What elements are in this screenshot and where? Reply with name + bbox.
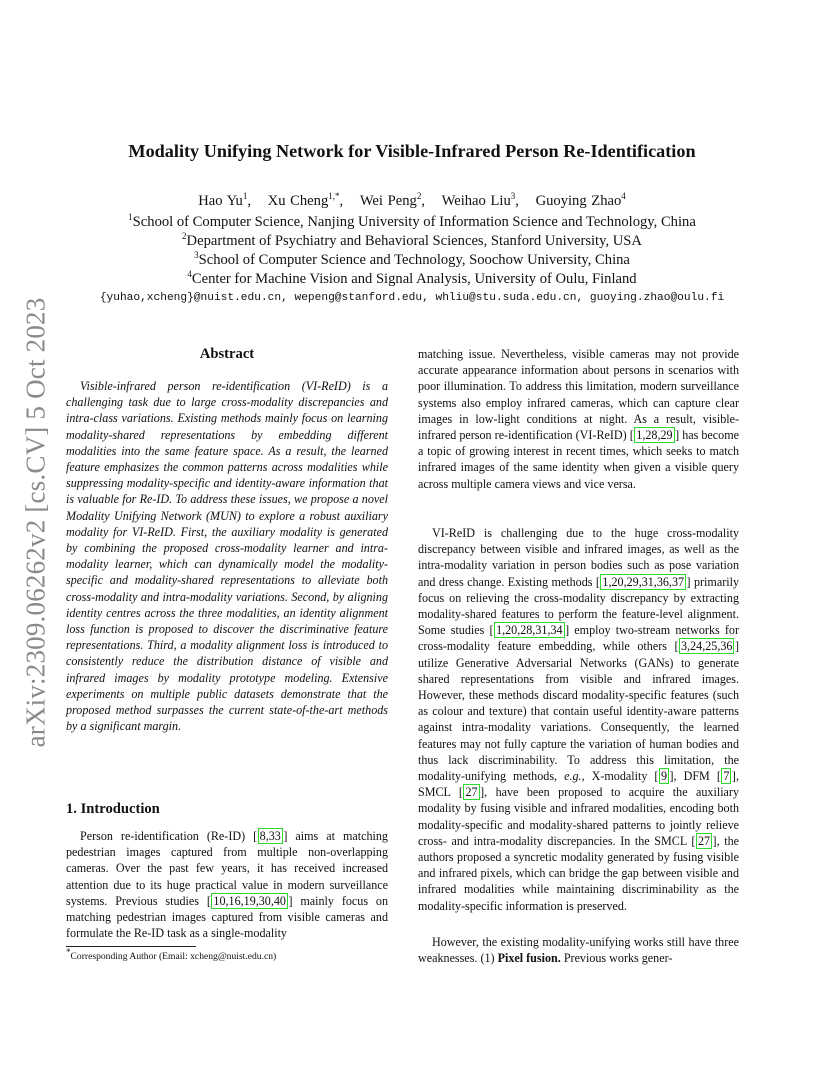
affiliation: $^4$Center for Machine Vision and Signal Analysis, University of Oulu, Finland	[187, 269, 637, 287]
intro-paragraph-continued: matching issue. Nevertheless, visible cameras may not provide accurate appearance information about persons in scenarios with poor illumination. To address this limitation, modern surveillance systems also employ infrared cameras, which can capture clear images in low-light conditions at night. As a result, visible-infrared person re-identification (VI-ReID) [ 1,28,29 ] has become a topic of growing interest in recent times, which seeks to match infrared images of the same identity when given a visible query across multiple camera views and vice versa.	[418, 347, 739, 491]
author: Xu Cheng$^{1,*}$,	[267, 191, 344, 209]
intro-paragraph: However, the existing modality-unifying works still have three weaknesses. (1) Pixel fusion. Previous works gener-	[418, 935, 739, 966]
citation-link[interactable]: 1,20,29,31,36,37	[602, 574, 685, 589]
author-emails: {yuhao,xcheng}@nuist.edu.cn, wepeng@stanford.edu, whliu@stu.suda.edu.cn, guoying.zhao@oulu.fi	[99, 292, 725, 304]
author: Wei Peng$^2$,	[359, 191, 425, 209]
citation-link[interactable]: 1,20,28,31,34	[496, 623, 563, 638]
citation-link[interactable]: 1,28,29	[636, 428, 673, 443]
abstract-body: Visible-infrared person re-identification (VI-ReID) is a challenging task due to large cross-modality discrepancies and intra-class variations. Existing methods mainly focus on learning modality-shared representations by embedding different modalities into the same feature space. As a result, the learned feature emphasizes the common patterns across modalities while suppressing modality-specific and identity-aware information that is valuable for Re-ID. To address these issues, we propose a novel Modality Unifying Network (MUN) to explore a robust auxiliary modality for VI-ReID. First, the auxiliary modality is generated by combining the proposed cross-modality learner and intra-modality learner, which can dynamically model the modality-specific and modality-shared representations to alleviate both cross-modality and intra-modality variations. Second, by aligning identity centres across the three modalities, an identity alignment loss function is proposed to discover the discriminative feature representations. Third, a modality alignment loss is introduced to consistently reduce the distribution distance of visible and infrared images by modality prototype modeling. Extensive experiments on multiple public datasets demonstrate that the proposed method surpasses the current state-of-the-art methods by a significant margin.	[66, 379, 388, 734]
citation-link[interactable]: 3,24,25,36	[681, 639, 733, 654]
footnote-rule	[66, 946, 196, 947]
paper-title: Modality Unifying Network for Visible-Infrared Person Re-Identification	[128, 141, 696, 161]
citation-link[interactable]: 9	[660, 769, 667, 784]
citation-link[interactable]: 10,16,19,30,40	[213, 893, 286, 908]
author-list	[60, 193, 764, 210]
citation-link[interactable]: 27	[697, 833, 711, 848]
section-heading-introduction: 1. Introduction	[66, 801, 160, 817]
abstract-heading: Abstract	[199, 346, 255, 362]
affiliation: $^1$School of Computer Science, Nanjing University of Information Science and Technology, China	[128, 212, 696, 230]
intro-paragraph: Person re-identification (Re-ID) [ 8,33 ] aims at matching pedestrian images captured from multiple non-overlapping cameras. Over the past few years, it has received increased attention due to its huge practical value in modern surveillance systems. Previous studies [ 10,16,19,30,40 ] mainly focus on matching pedestrian images captured from visible cameras and formulate the Re-ID task as a single-modality	[66, 829, 388, 941]
citation-link[interactable]: 7	[723, 769, 730, 784]
arxiv-stamp-text: arXiv:2309.06262v2 [cs.CV] 5 Oct 2023	[20, 297, 51, 747]
citation-link[interactable]: 27	[465, 785, 478, 800]
arxiv-stamp	[14, 292, 58, 752]
author: Guoying Zhao$^4$	[535, 191, 626, 209]
affiliation: $^2$Department of Psychiatry and Behavioral Sciences, Stanford University, USA	[182, 231, 642, 249]
citation-link[interactable]: 8,33	[259, 829, 281, 843]
intro-paragraph: VI-ReID is challenging due to the huge cross-modality discrepancy between visible and infrared images, as well as the intra-modality variation in person bodies such as pose variation and dress change. Existing methods [ 1,20,29,31,36,37 ] primarily focus on relieving the cross-modality discrepancy by extracting modality-shared features to perform the feature-level alignment. Some studies [ 1,20,28,31,34 ] employ two-stream networks for cross-modality feature embedding, while others [ 3,24,25,36 ] utilize Generative Adversarial Networks (GANs) to generate shared representations from visible and infrared images. However, these methods discard modality-specific features (such as colour and texture) that contain useful identity-aware patterns against intra-modality variations. Consequently, the learned features may not fully capture the variation of human bodies and thus lack discriminability. To address this limitation, the modality-unifying methods, e.g., X-modality [ 9 ], DFM [ 7 ], SMCL [ 27 ], have been proposed to acquire the auxiliary modality by fusing visible and infrared modalities, encoding both modality-specific and modality-shared patterns to jointly relieve cross- and intra-modality discrepancies. In the SMCL [ 27 ], the authors proposed a syncretic modality generated by fusing visible and infrared pixels, which can bridge the gap between visible and infrared modalities while maintaining discriminability as the modality-specific information is preserved.	[418, 526, 739, 913]
footnote: *Corresponding Author (Email: xcheng@nuist.edu.cn)	[66, 946, 277, 962]
affiliation: $^3$School of Computer Science and Technology, Soochow University, China	[194, 250, 630, 268]
author: Weihao Liu$^3$,	[441, 191, 519, 209]
author: Hao Yu$^1$,	[198, 191, 252, 209]
